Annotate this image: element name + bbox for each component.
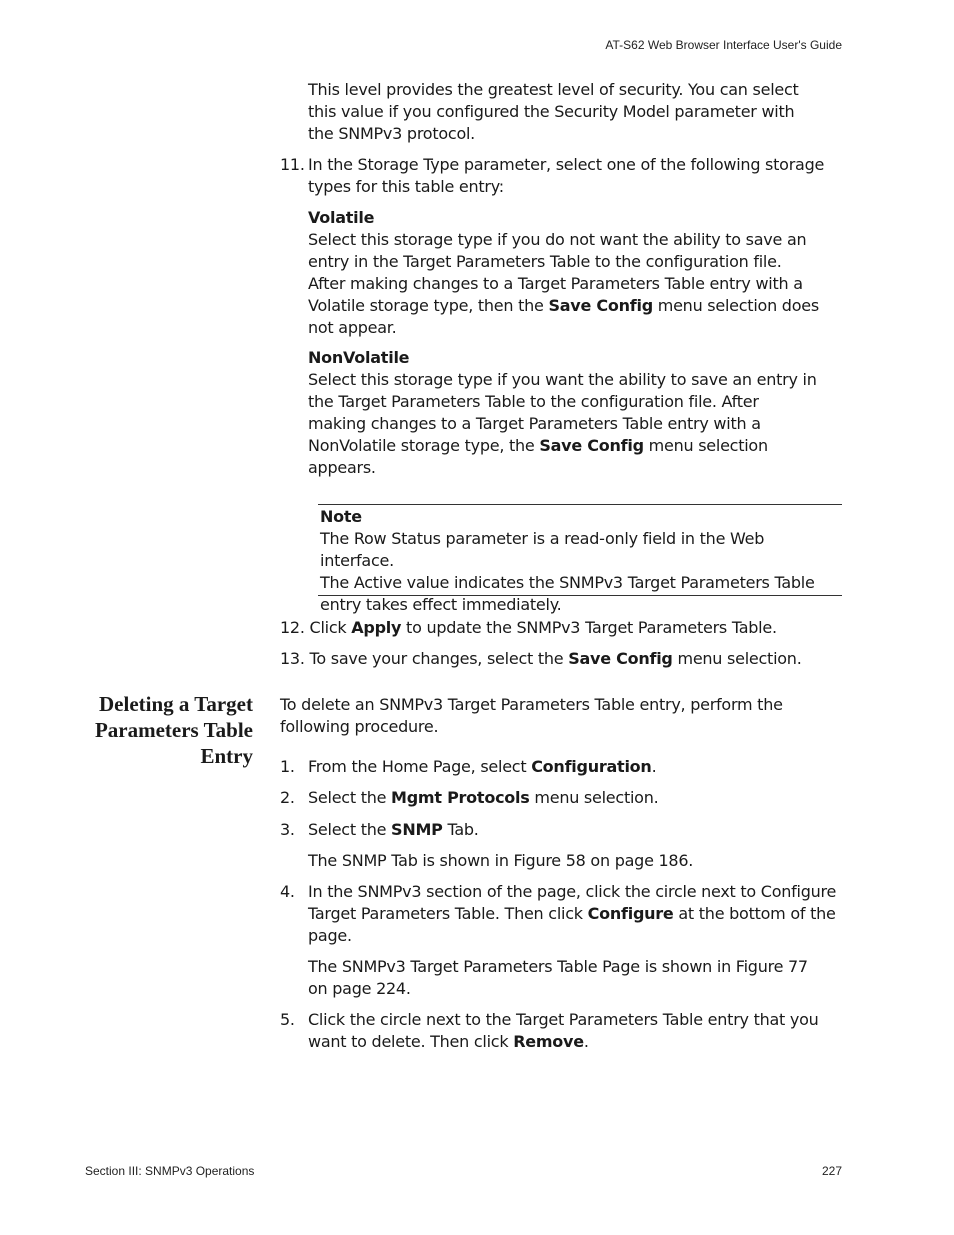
page-number: 227 xyxy=(821,1164,842,1178)
volatile-definition: Volatile Select this storage type if you do not want the ability to save an entry in the Target Parameters Table to the configuration file. After making changes to a Target Parameters Table entry with a Volatile storage type, then the Save Config menu selection does not appear. xyxy=(308,208,819,337)
security-level-paragraph: This level provides the greatest level of security. You can select this value if you configured the Security Model parameter with the SNMPv3 protocol. xyxy=(308,80,799,143)
step-12: 12. Click Apply to update the SNMPv3 Target Parameters Table. xyxy=(280,618,777,637)
step-3-number: 3. xyxy=(280,820,295,839)
running-header: AT-S62 Web Browser Interface User's Guide xyxy=(605,38,842,52)
step-4-text: In the SNMPv3 section of the page, click the circle next to Configure Target Parameters Table. Then click Configure at the bottom of the page. xyxy=(308,882,837,945)
step-5-text: Click the circle next to the Target Parameters Table entry that you want to delete. Then click Remove. xyxy=(308,1010,819,1051)
note-box: Note The Row Status parameter is a read-only field in the Web interface. The Active value indicates the SNMPv3 Target Parameters Table entry takes effect immediately. xyxy=(318,504,842,596)
section-intro: To delete an SNMPv3 Target Parameters Table entry, perform the following procedure. xyxy=(280,695,783,736)
footer-section: Section III: SNMPv3 Operations xyxy=(85,1164,255,1178)
step-2-text: Select the Mgmt Protocols menu selection. xyxy=(308,788,659,807)
step-11-number: 11. xyxy=(280,155,305,174)
note-title: Note xyxy=(320,507,362,526)
step-3-note: The SNMP Tab is shown in Figure 58 on page 186. xyxy=(308,851,694,870)
volatile-term: Volatile xyxy=(308,208,375,227)
step-11-text: In the Storage Type parameter, select one of the following storage types for this table entry: xyxy=(308,155,825,196)
step-13: 13. To save your changes, select the Save Config menu selection. xyxy=(280,649,802,668)
step-4-note: The SNMPv3 Target Parameters Table Page is shown in Figure 77 on page 224. xyxy=(308,957,808,998)
section-heading: Deleting a Target Parameters Table Entry xyxy=(94,692,253,768)
nonvolatile-term: NonVolatile xyxy=(308,348,410,367)
step-1-text: From the Home Page, select Configuration. xyxy=(308,757,657,776)
step-4-number: 4. xyxy=(280,882,295,901)
step-1-number: 1. xyxy=(280,757,295,776)
step-5-number: 5. xyxy=(280,1010,295,1029)
step-3-text: Select the SNMP Tab. xyxy=(308,820,479,839)
step-2-number: 2. xyxy=(280,788,295,807)
nonvolatile-definition: NonVolatile Select this storage type if you want the ability to save an entry in the Target Parameters Table to the configuration file. After making changes to a Target Parameters Table entry with a NonVolatile storage type, the Save Config menu selection appears. xyxy=(308,348,817,477)
